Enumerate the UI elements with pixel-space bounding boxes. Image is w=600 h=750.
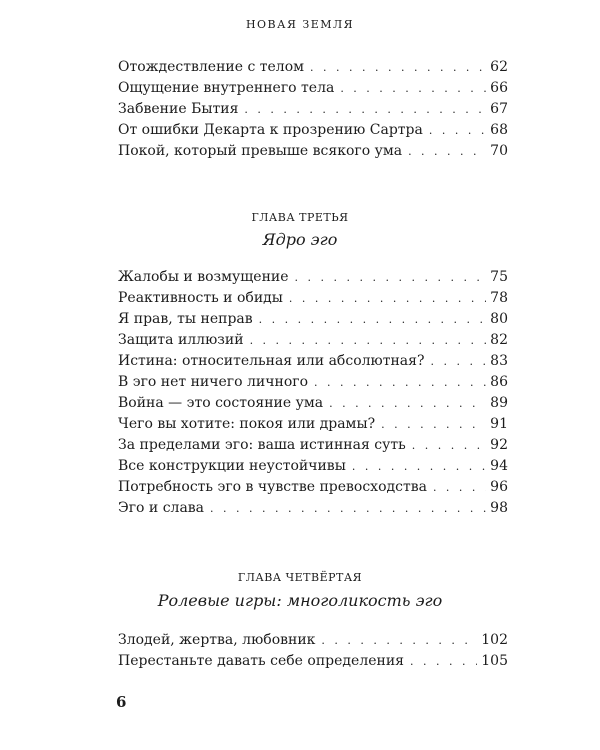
toc-entry-title: Злодей, жертва, любовник [118, 632, 316, 648]
toc-entry-page: 75 [490, 269, 508, 285]
leader-dots [352, 456, 486, 477]
toc-entry-page: 105 [481, 653, 508, 669]
toc-entry-page: 66 [490, 80, 508, 96]
toc-entry [118, 351, 508, 372]
leader-dots [321, 630, 477, 651]
toc-entry-title: Перестаньте давать себе определения [118, 653, 404, 669]
leader-dots [329, 393, 486, 414]
toc-entry-title: Забвение Бытия [118, 101, 239, 117]
toc-entry [118, 372, 508, 393]
toc-chapter-4 [118, 630, 508, 672]
chapter-4-title: Ролевые игры: многоликость эго [157, 591, 443, 610]
toc-entry [118, 309, 508, 330]
chapter-3-label: ГЛАВА ТРЕТЬЯ [251, 211, 349, 224]
toc-chapter-3 [118, 267, 508, 519]
toc-entry-title: Защита иллюзий [118, 332, 244, 348]
toc-entry [118, 414, 508, 435]
toc-entry [118, 477, 508, 498]
toc-entry-title: Эго и слава [118, 500, 205, 516]
toc-entry [118, 288, 508, 309]
toc-entry-page: 86 [490, 374, 508, 390]
leader-dots [310, 57, 486, 78]
leader-dots [289, 288, 486, 309]
chapter-4-label: ГЛАВА ЧЕТВЁРТАЯ [237, 571, 363, 584]
toc-entry-page: 102 [481, 632, 508, 648]
leader-dots [295, 267, 487, 288]
toc-entry-title: Реактивность и обиды [118, 290, 283, 306]
toc-entry [118, 267, 508, 288]
toc-entry-title: В эго нет ничего личного [118, 374, 309, 390]
toc-entry [118, 141, 508, 162]
leader-dots [430, 351, 486, 372]
toc-entry-title: Отождествление с телом [118, 59, 305, 75]
toc-entry-page: 96 [490, 479, 508, 495]
toc-entry-page: 68 [490, 122, 508, 138]
toc-entry-page: 70 [490, 143, 508, 159]
leader-dots [210, 498, 486, 519]
leader-dots [408, 141, 486, 162]
leader-dots [381, 414, 486, 435]
toc-entry-title: Война — это состояние ума [118, 395, 324, 411]
toc-entry-title: Потребность эго в чувстве превосходства [118, 479, 427, 495]
toc-entry [118, 78, 508, 99]
toc-entry-page: 89 [490, 395, 508, 411]
leader-dots [244, 99, 486, 120]
toc-entry-title: Чего вы хотите: покоя или драмы? [118, 416, 376, 432]
toc-entry-title: От ошибки Декарта к прозрению Сартра [118, 122, 423, 138]
toc-entry-page: 94 [490, 458, 508, 474]
toc-entry-page: 67 [490, 101, 508, 117]
toc-entry-page: 80 [490, 311, 508, 327]
toc-section-1 [118, 57, 508, 162]
leader-dots [429, 120, 486, 141]
toc-entry-title: Истина: относительная или абсолютная? [118, 353, 425, 369]
toc-entry-title: За пределами эго: ваша истинная суть [118, 437, 406, 453]
leader-dots [314, 372, 486, 393]
toc-entry [118, 99, 508, 120]
toc-entry-title: Ощущение внутреннего тела [118, 80, 335, 96]
toc-entry-page: 91 [490, 416, 508, 432]
leader-dots [410, 651, 477, 672]
toc-entry-title: Все конструкции неустойчивы [118, 458, 346, 474]
toc-entry [118, 435, 508, 456]
toc-entry-page: 78 [490, 290, 508, 306]
leader-dots [412, 435, 486, 456]
toc-entry-page: 62 [490, 59, 508, 75]
toc-entry-title: Я прав, ты неправ [118, 311, 253, 327]
toc-entry [118, 57, 508, 78]
toc-entry [118, 120, 508, 141]
toc-entry [118, 330, 508, 351]
toc-entry [118, 630, 508, 651]
toc-entry-page: 98 [490, 500, 508, 516]
toc-entry-page: 92 [490, 437, 508, 453]
leader-dots [250, 330, 487, 351]
toc-entry-title: Жалобы и возмущение [118, 269, 289, 285]
toc-entry-page: 83 [490, 353, 508, 369]
leader-dots [259, 309, 487, 330]
toc-entry [118, 498, 508, 519]
toc-entry-title: Покой, который превыше всякого ума [118, 143, 403, 159]
running-head: НОВАЯ ЗЕМЛЯ [245, 18, 355, 31]
toc-entry [118, 393, 508, 414]
page-number: 6 [116, 693, 127, 711]
leader-dots [433, 477, 486, 498]
toc-entry [118, 456, 508, 477]
chapter-3-title: Ядро эго [262, 230, 338, 249]
toc-entry [118, 651, 508, 672]
toc-entry-page: 82 [490, 332, 508, 348]
leader-dots [340, 78, 486, 99]
